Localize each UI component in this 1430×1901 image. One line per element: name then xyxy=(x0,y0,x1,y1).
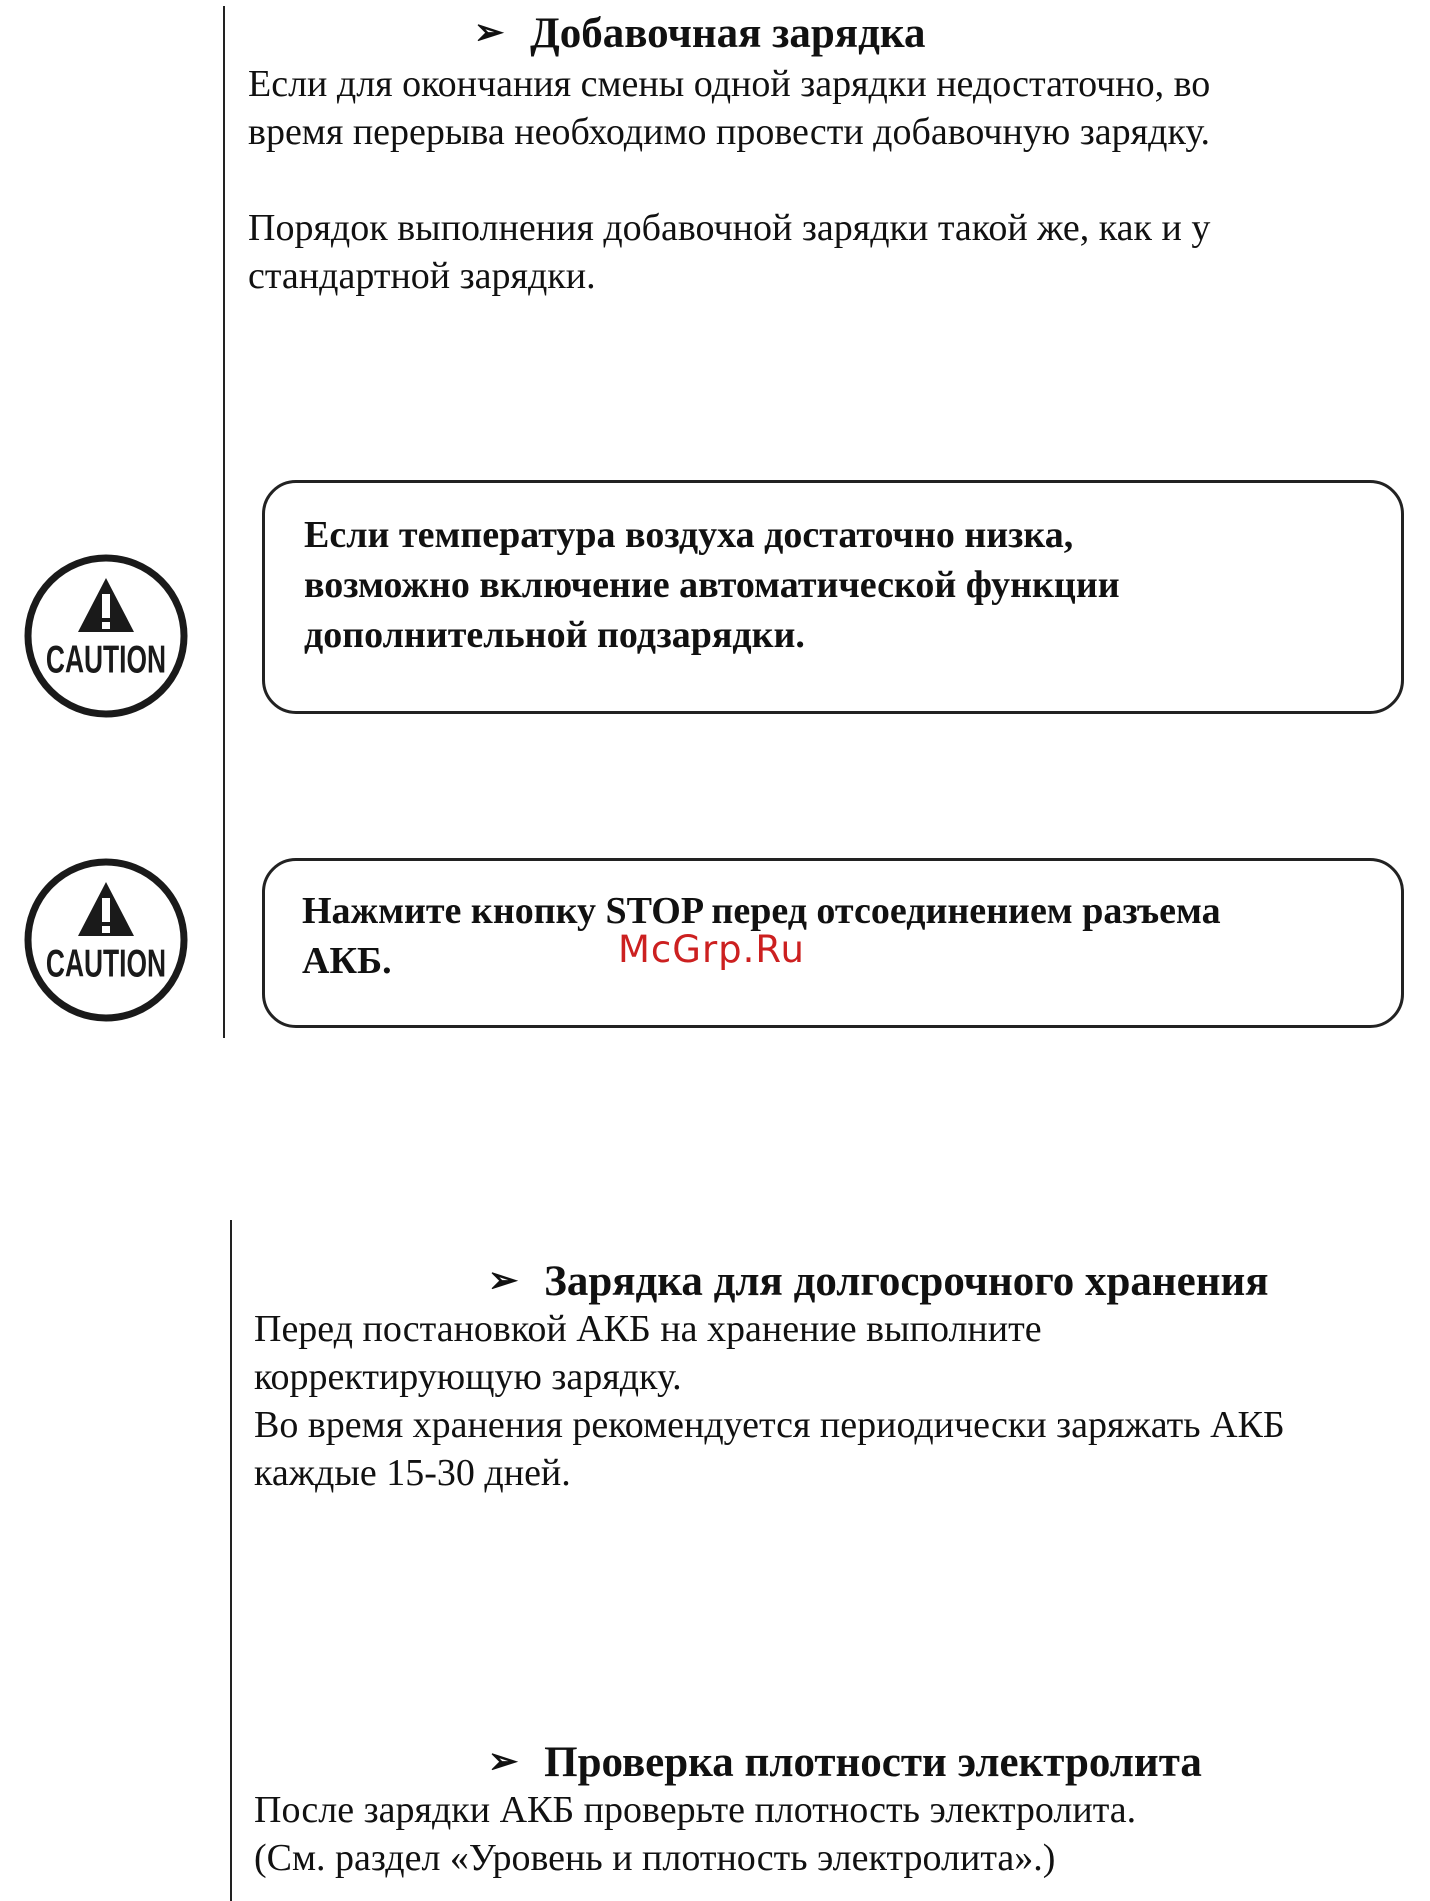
caution-icon xyxy=(22,552,190,720)
watermark: McGrp.Ru xyxy=(618,928,805,971)
paragraph-extra-charge-1: Если для окончания смены одной зарядки недостаточно, во время перерыва необходимо провести добавочную зарядку. xyxy=(248,63,1211,153)
section-heading-extra-charge xyxy=(474,12,925,55)
svg-text:CAUTION: CAUTION xyxy=(45,638,167,682)
svg-text:CAUTION: CAUTION xyxy=(45,942,167,986)
paragraph-electrolyte-density: После зарядки АКБ проверьте плотность электролита. (См. раздел «Уровень и плотность электролита».) xyxy=(254,1789,1137,1879)
paragraph-extra-charge-2: Порядок выполнения добавочной зарядки такой же, как и у стандартной зарядки. xyxy=(248,207,1211,297)
caution-text-low-temperature: Если температура воздуха достаточно низка, возможно включение автоматической функции дополнительной подзарядки. xyxy=(304,514,1120,656)
paragraph-long-storage: Перед постановкой АКБ на хранение выполните корректирующую зарядку. Во время хранения рекомендуется периодически заряжать АКБ каждые 15-30 дней. xyxy=(254,1308,1285,1494)
caution-text-stop-button: Нажмите кнопку STOP перед отсоединением разъема АКБ. xyxy=(302,890,1221,982)
section-heading-long-storage xyxy=(488,1260,1269,1303)
section-heading-electrolyte-density xyxy=(488,1741,1202,1784)
section-title: Добавочная зарядка xyxy=(530,10,926,57)
margin-line-top xyxy=(223,6,225,1038)
caution-icon xyxy=(22,856,190,1024)
margin-line-bottom xyxy=(230,1220,232,1901)
bullet-arrow-icon: ➢ xyxy=(488,1260,519,1300)
section-title: Зарядка для долгосрочного хранения xyxy=(544,1258,1269,1305)
section-title: Проверка плотности электролита xyxy=(544,1739,1202,1786)
bullet-arrow-icon: ➢ xyxy=(488,1741,519,1781)
bullet-arrow-icon: ➢ xyxy=(474,12,505,52)
